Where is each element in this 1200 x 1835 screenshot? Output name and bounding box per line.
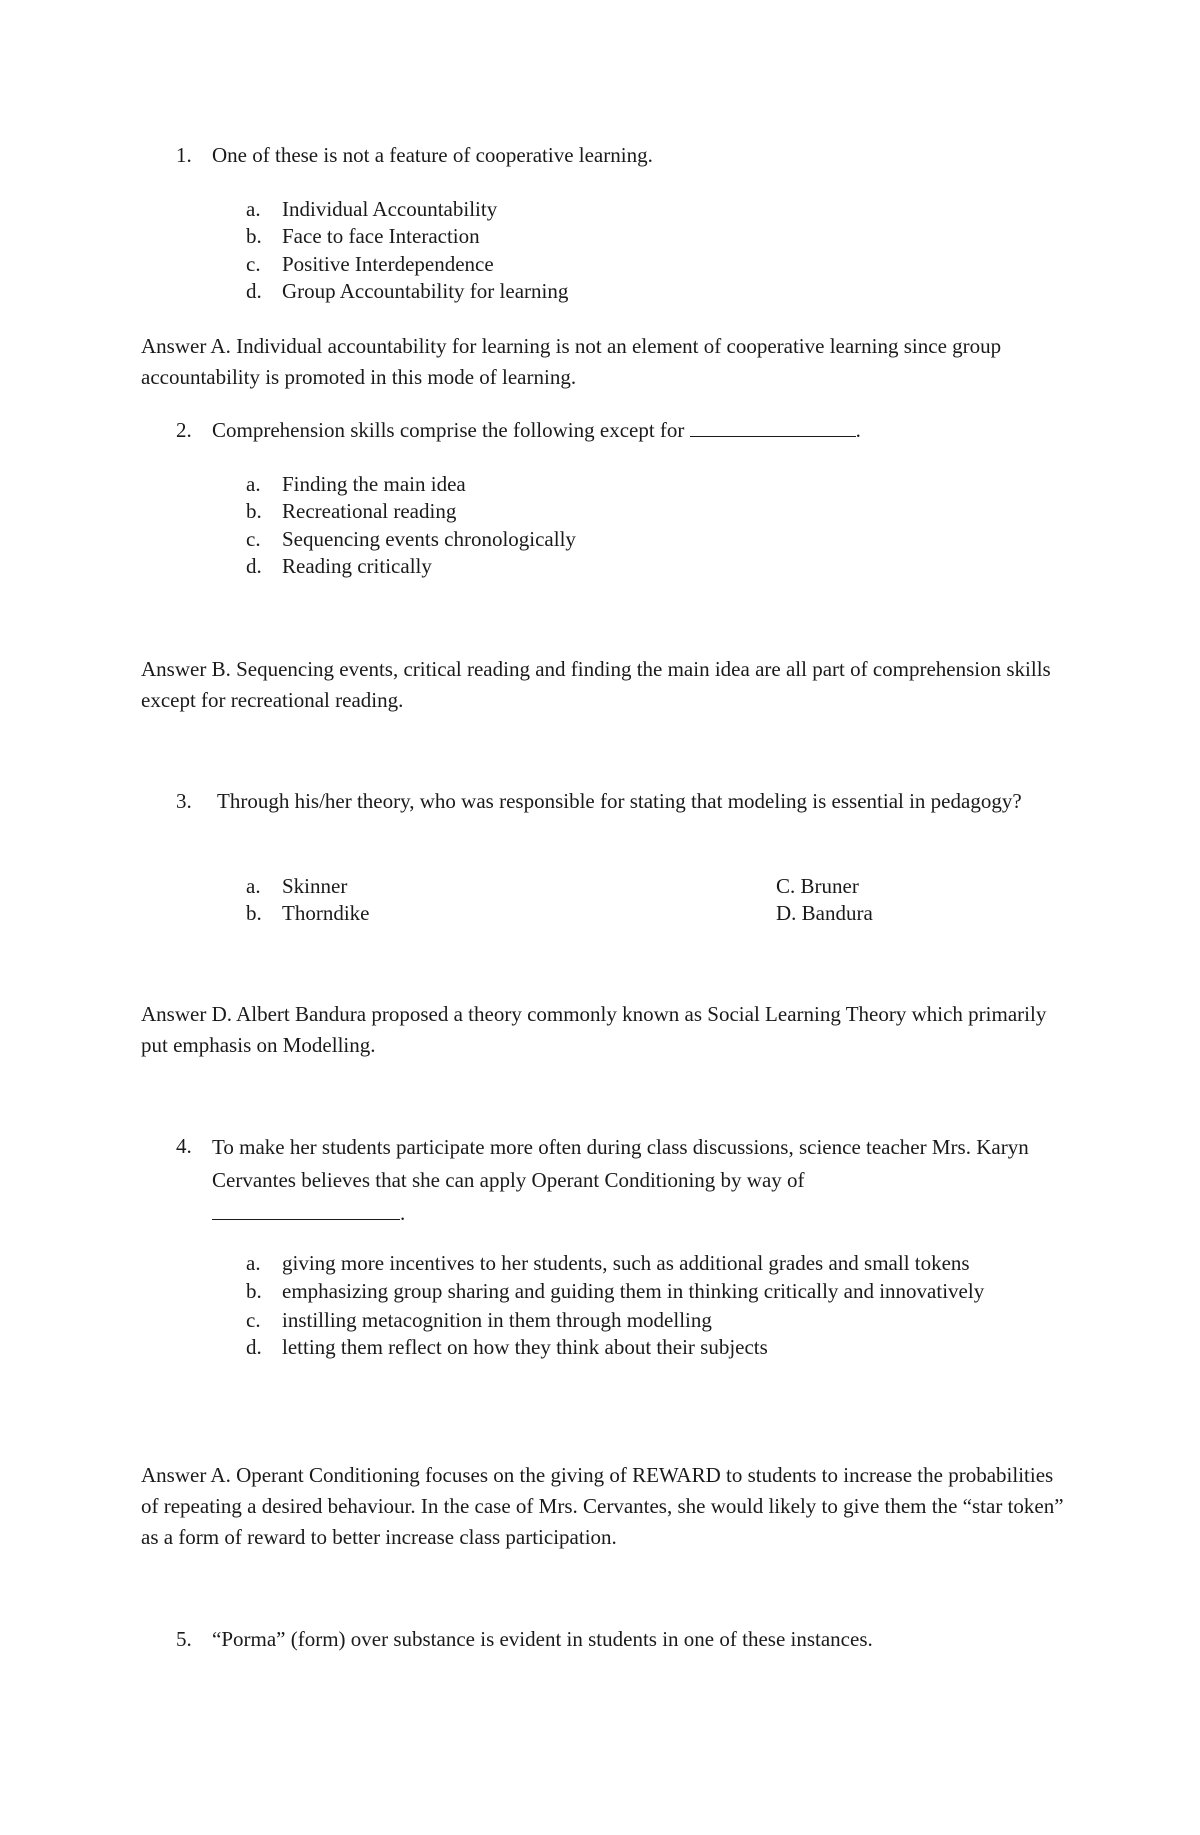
question-number: 3. [176, 789, 192, 813]
option-d: D. Bandura [776, 901, 873, 926]
question-3-options-right [776, 873, 1076, 928]
question-number: 4. [176, 1134, 192, 1158]
question-1-options [246, 196, 1096, 305]
option-d: d. Group Accountability for learning [246, 278, 569, 303]
question-number: 2. [176, 418, 192, 442]
question-2-options [246, 471, 1096, 580]
option-d: d. letting them reflect on how they think about their subjects [246, 1335, 768, 1360]
question-number: 5. [176, 1627, 192, 1651]
option-a: a. Individual Accountability [246, 197, 498, 221]
option-b: b. Thorndike [246, 901, 370, 926]
option-b: b. emphasizing group sharing and guiding them in thinking critically and innovatively [246, 1279, 985, 1304]
option-a: a. Skinner [246, 874, 348, 898]
fill-in-blank [690, 416, 856, 437]
answer-3: Answer D. Albert Bandura proposed a theory commonly known as Social Learning Theory which primarily put emphasis on Modelling. [141, 1002, 1047, 1057]
option-c: c. Positive Interdependence [246, 251, 494, 276]
option-c: C. Bruner [776, 874, 859, 898]
question-text: To make her students participate more often during class discussions, science teacher Mrs. Karyn Cervantes believes that she can apply Operant Conditioning by way of . [212, 1135, 1029, 1225]
option-c: c. instilling metacognition in them through modelling [246, 1307, 712, 1332]
option-b: b. Face to face Interaction [246, 224, 480, 249]
option-a: a. Finding the main idea [246, 472, 466, 496]
question-text: “Porma” (form) over substance is evident in students in one of these instances. [212, 1627, 873, 1651]
question-number: 1. [176, 143, 192, 167]
question-5 [176, 1624, 1056, 1655]
question-4 [176, 1131, 1056, 1230]
question-text: Through his/her theory, who was responsible for stating that modeling is essential in pedagogy? [217, 789, 1022, 813]
fill-in-blank [212, 1199, 400, 1220]
option-d: d. Reading critically [246, 553, 432, 578]
question-3-options-left [246, 873, 646, 928]
question-text: One of these is not a feature of cooperative learning. [212, 143, 653, 167]
question-3 [176, 786, 1056, 817]
option-b: b. Recreational reading [246, 499, 457, 524]
option-a: a. giving more incentives to her students, such as additional grades and small tokens [246, 1251, 970, 1275]
question-4-options [246, 1250, 1076, 1361]
question-2 [176, 415, 1056, 446]
question-1 [176, 140, 1056, 171]
question-text: Comprehension skills comprise the following except for . [212, 418, 861, 442]
answer-2: Answer B. Sequencing events, critical reading and finding the main idea are all part of comprehension skills except for recreational reading. [141, 657, 1051, 712]
answer-1: Answer A. Individual accountability for learning is not an element of cooperative learning since group accountability is promoted in this mode of learning. [141, 334, 1002, 389]
option-c: c. Sequencing events chronologically [246, 526, 576, 551]
answer-4: Answer A. Operant Conditioning focuses on the giving of REWARD to students to increase the probabilities of repeating a desired behaviour. In the case of Mrs. Cervantes, she would likely to give them the “star token” as a form of reward to better increase class participation. [141, 1463, 1064, 1549]
